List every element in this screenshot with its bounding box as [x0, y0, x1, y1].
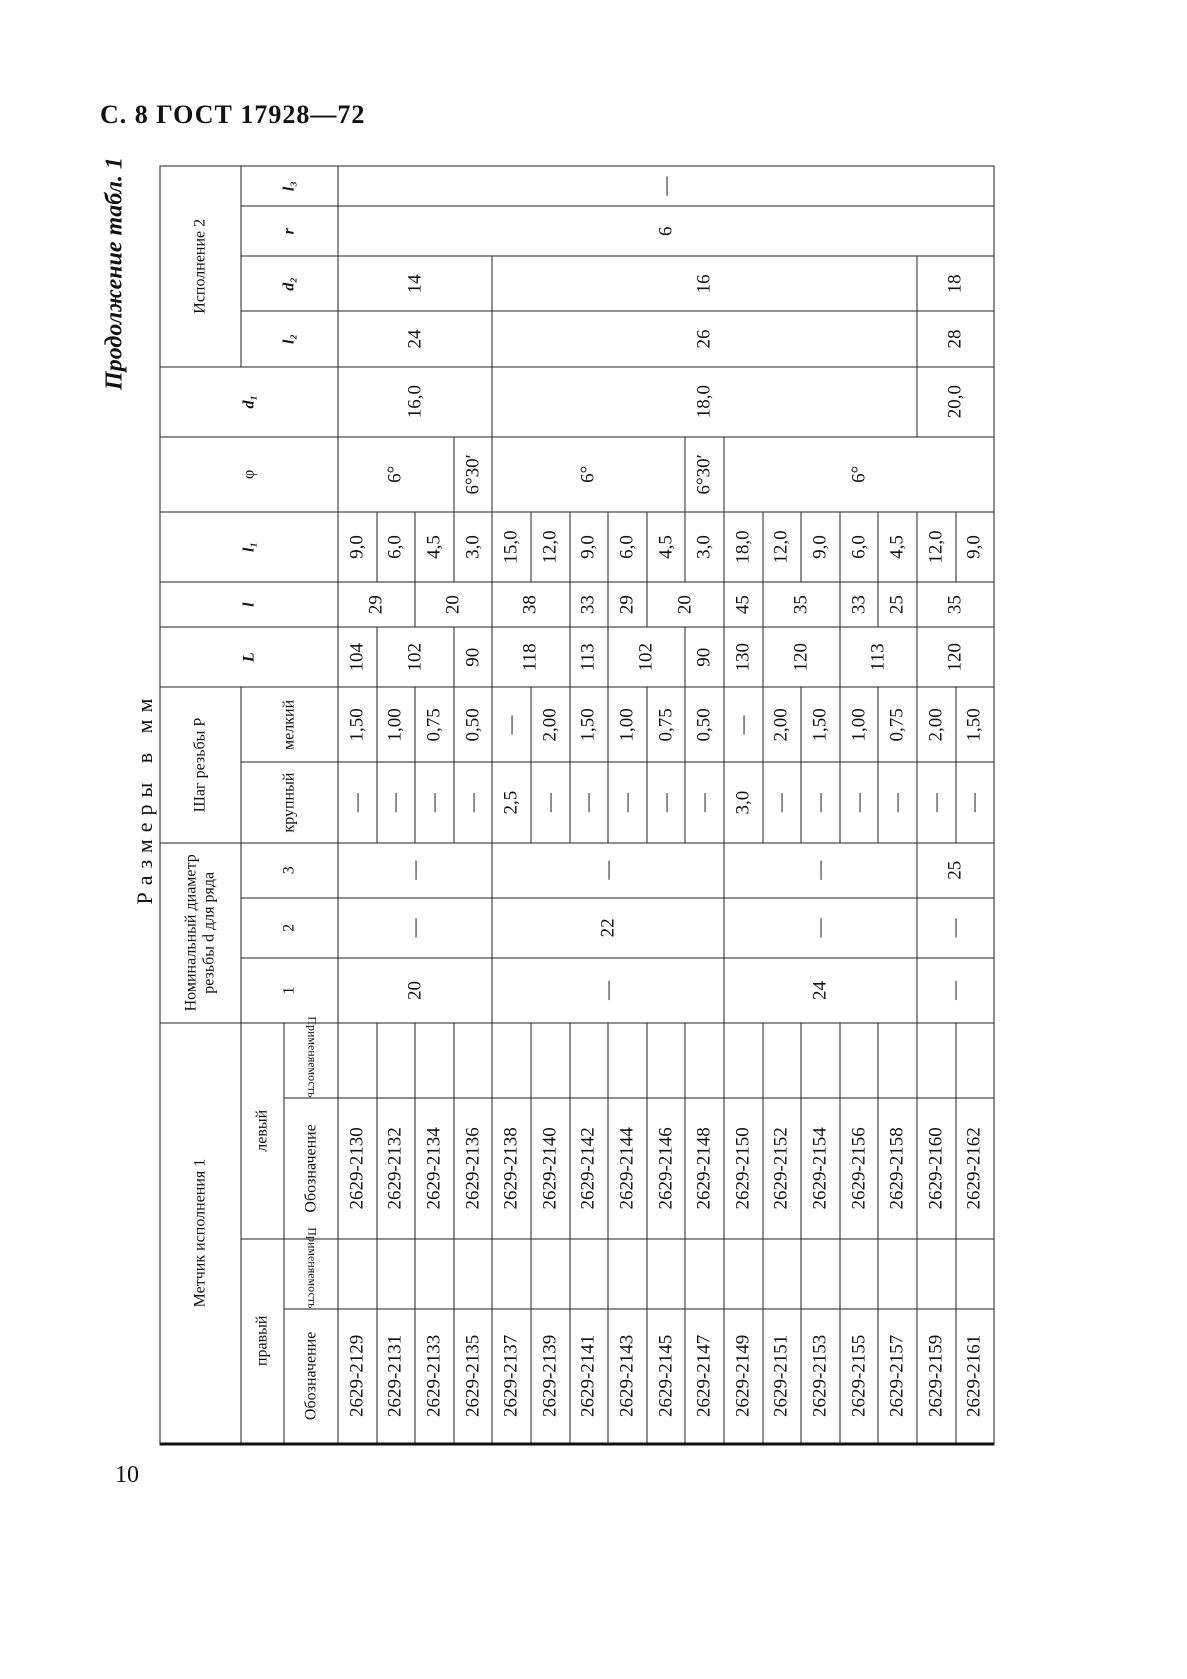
cell-right-designation: 2629-2157 — [878, 1309, 917, 1444]
cell-right-applicability — [724, 1239, 763, 1309]
cell-l2: 26 — [492, 311, 917, 366]
cell-coarse-pitch: — — [415, 762, 454, 842]
cell-right-applicability — [338, 1239, 377, 1309]
cell-l: 38 — [492, 582, 569, 627]
header-right-applicability — [284, 1226, 338, 1309]
cell-fine-pitch: 1,50 — [570, 687, 609, 762]
cell-coarse-pitch: 3,0 — [724, 762, 763, 842]
cell-right-designation: 2629-2147 — [685, 1309, 724, 1444]
cell-coarse-pitch: — — [647, 762, 686, 842]
cell-l: 33 — [840, 582, 879, 627]
cell-fine-pitch: 2,00 — [531, 687, 570, 762]
cell-fine-pitch: 1,50 — [801, 687, 840, 762]
cell-left-designation: 2629-2138 — [492, 1098, 531, 1238]
cell-left-designation: 2629-2148 — [685, 1098, 724, 1238]
cell-left-designation: 2629-2132 — [377, 1098, 416, 1238]
cell-d-row3: 25 — [917, 843, 994, 898]
cell-fine-pitch: 0,50 — [454, 687, 493, 762]
cell-right-applicability — [570, 1239, 609, 1309]
cell-l: 20 — [647, 582, 724, 627]
cell-right-designation: 2629-2149 — [724, 1309, 763, 1444]
cell-d1: 20,0 — [917, 367, 994, 437]
cell-coarse-pitch: — — [570, 762, 609, 842]
cell-right-applicability — [415, 1239, 454, 1309]
cell-left-designation: 2629-2154 — [801, 1098, 840, 1238]
header-l2: l₂ — [241, 311, 338, 366]
cell-left-designation: 2629-2160 — [917, 1098, 956, 1238]
cell-l: 25 — [878, 582, 917, 627]
cell-left-applicability — [492, 1023, 531, 1098]
cell-L: 102 — [377, 627, 454, 687]
cell-d2: 16 — [492, 256, 917, 311]
cell-left-designation: 2629-2134 — [415, 1098, 454, 1238]
cell-fine-pitch: — — [724, 687, 763, 762]
cell-left-designation: 2629-2150 — [724, 1098, 763, 1238]
cell-l1: 6,0 — [840, 512, 879, 582]
cell-l: 45 — [724, 582, 763, 627]
table-body — [338, 166, 994, 1444]
cell-left-designation: 2629-2162 — [956, 1098, 995, 1238]
cell-right-designation: 2629-2137 — [492, 1309, 531, 1444]
cell-right-applicability — [956, 1239, 995, 1309]
cell-right-designation: 2629-2129 — [338, 1309, 377, 1444]
cell-L: 102 — [608, 627, 685, 687]
cell-coarse-pitch: — — [338, 762, 377, 842]
header-row1: 1 — [241, 958, 338, 1023]
cell-l1: 6,0 — [377, 512, 416, 582]
cell-fine-pitch: 0,50 — [685, 687, 724, 762]
cell-left-applicability — [685, 1023, 724, 1098]
cell-l1: 12,0 — [531, 512, 570, 582]
cell-l2: 28 — [917, 311, 994, 366]
cell-l1: 9,0 — [570, 512, 609, 582]
table-row — [338, 166, 377, 1444]
header-row2: 2 — [241, 898, 338, 958]
cell-left-applicability — [801, 1023, 840, 1098]
cell-left-applicability — [377, 1023, 416, 1098]
cell-right-designation: 2629-2131 — [377, 1309, 416, 1444]
cell-fine-pitch: 2,00 — [763, 687, 802, 762]
cell-right-designation: 2629-2153 — [801, 1309, 840, 1444]
cell-l1: 12,0 — [917, 512, 956, 582]
cell-left-designation: 2629-2146 — [647, 1098, 686, 1238]
cell-fine-pitch: 0,75 — [878, 687, 917, 762]
header-l3: l₃ — [241, 166, 338, 206]
cell-left-applicability — [647, 1023, 686, 1098]
cell-d-row1: 24 — [724, 958, 917, 1023]
header-left-designation: Обозначение — [284, 1098, 338, 1238]
table-row — [917, 166, 956, 1444]
cell-right-applicability — [492, 1239, 531, 1309]
cell-fine-pitch: 0,75 — [415, 687, 454, 762]
header-left-applicability-text: Применяемость — [305, 1016, 320, 1098]
header-coarse: крупный — [241, 762, 338, 842]
cell-right-designation: 2629-2159 — [917, 1309, 956, 1444]
cell-right-designation: 2629-2143 — [608, 1309, 647, 1444]
header-nominal-diameter: Номинальный диаметр резьбы d для ряда — [160, 843, 241, 1023]
cell-l: 20 — [415, 582, 492, 627]
cell-right-applicability — [917, 1239, 956, 1309]
cell-coarse-pitch: — — [917, 762, 956, 842]
cell-r: 6 — [338, 206, 994, 256]
cell-l1: 4,5 — [647, 512, 686, 582]
cell-right-applicability — [531, 1239, 570, 1309]
header-right-designation: Обозначение — [284, 1309, 338, 1444]
cell-left-applicability — [724, 1023, 763, 1098]
cell-l1: 3,0 — [454, 512, 493, 582]
cell-fine-pitch: 1,00 — [840, 687, 879, 762]
cell-phi: 6°30′ — [454, 437, 493, 512]
header-type2: Исполнение 2 — [160, 166, 241, 367]
cell-right-applicability — [454, 1239, 493, 1309]
cell-l1: 3,0 — [685, 512, 724, 582]
cell-coarse-pitch: — — [377, 762, 416, 842]
cell-l: 35 — [917, 582, 994, 627]
cell-d2: 18 — [917, 256, 994, 311]
header-phi: φ — [160, 437, 338, 512]
cell-d-row2: — — [917, 898, 994, 958]
cell-l: 35 — [763, 582, 840, 627]
cell-left-designation: 2629-2156 — [840, 1098, 879, 1238]
header-r: r — [241, 206, 338, 256]
cell-left-applicability — [608, 1023, 647, 1098]
dimensions-table-container — [160, 166, 985, 1446]
header-left-applicability — [284, 1016, 338, 1098]
cell-right-applicability — [840, 1239, 879, 1309]
cell-d1: 16,0 — [338, 367, 492, 437]
table-row — [492, 166, 531, 1444]
cell-fine-pitch: 1,00 — [608, 687, 647, 762]
cell-coarse-pitch: — — [801, 762, 840, 842]
cell-l1: 9,0 — [338, 512, 377, 582]
cell-coarse-pitch: — — [878, 762, 917, 842]
cell-left-applicability — [763, 1023, 802, 1098]
cell-l3: — — [338, 166, 994, 206]
cell-d1: 18,0 — [492, 367, 917, 437]
cell-d-row1: — — [917, 958, 994, 1023]
page-number: 10 — [115, 1462, 139, 1488]
cell-l1: 15,0 — [492, 512, 531, 582]
cell-right-designation: 2629-2141 — [570, 1309, 609, 1444]
cell-d-row2: 22 — [492, 898, 724, 958]
cell-left-designation: 2629-2142 — [570, 1098, 609, 1238]
cell-right-designation: 2629-2139 — [531, 1309, 570, 1444]
cell-d-row3: — — [338, 843, 492, 898]
header-d1: d₁ — [160, 367, 338, 437]
cell-right-designation: 2629-2145 — [647, 1309, 686, 1444]
cell-right-designation: 2629-2161 — [956, 1309, 995, 1444]
cell-l1: 4,5 — [878, 512, 917, 582]
units-caption: Размеры в мм — [132, 691, 157, 905]
cell-left-applicability — [415, 1023, 454, 1098]
cell-left-designation: 2629-2136 — [454, 1098, 493, 1238]
cell-right-applicability — [685, 1239, 724, 1309]
cell-right-applicability — [801, 1239, 840, 1309]
cell-L: 90 — [454, 627, 493, 687]
cell-l1: 9,0 — [801, 512, 840, 582]
cell-d-row1: — — [492, 958, 724, 1023]
cell-left-applicability — [878, 1023, 917, 1098]
cell-l2: 24 — [338, 311, 492, 366]
cell-L: 130 — [724, 627, 763, 687]
cell-fine-pitch: 0,75 — [647, 687, 686, 762]
cell-left-applicability — [917, 1023, 956, 1098]
cell-right-applicability — [763, 1239, 802, 1309]
cell-d-row2: — — [724, 898, 917, 958]
cell-coarse-pitch: — — [956, 762, 995, 842]
cell-fine-pitch: 1,50 — [338, 687, 377, 762]
cell-right-applicability — [377, 1239, 416, 1309]
header-fine: мелкий — [241, 687, 338, 762]
cell-d2: 14 — [338, 256, 492, 311]
cell-coarse-pitch: — — [685, 762, 724, 842]
cell-l: 33 — [570, 582, 609, 627]
cell-phi: 6° — [492, 437, 685, 512]
cell-coarse-pitch: — — [454, 762, 493, 842]
cell-l: 29 — [338, 582, 415, 627]
cell-left-designation: 2629-2152 — [763, 1098, 802, 1238]
cell-L: 113 — [840, 627, 917, 687]
cell-l1: 4,5 — [415, 512, 454, 582]
cell-right-applicability — [608, 1239, 647, 1309]
header-left: левый — [241, 1023, 284, 1239]
page-header: С. 8 ГОСТ 17928—72 — [100, 100, 366, 129]
cell-right-designation: 2629-2155 — [840, 1309, 879, 1444]
cell-right-applicability — [647, 1239, 686, 1309]
cell-left-designation: 2629-2158 — [878, 1098, 917, 1238]
header-l: l — [160, 582, 338, 627]
cell-d-row3: — — [492, 843, 724, 898]
cell-right-designation: 2629-2135 — [454, 1309, 493, 1444]
dimensions-table — [160, 166, 995, 1446]
cell-L: 120 — [763, 627, 840, 687]
header-L: L — [160, 627, 338, 687]
cell-coarse-pitch: — — [763, 762, 802, 842]
header-l1: l₁ — [160, 512, 338, 582]
cell-coarse-pitch: 2,5 — [492, 762, 531, 842]
cell-left-applicability — [531, 1023, 570, 1098]
cell-right-applicability — [878, 1239, 917, 1309]
cell-left-designation: 2629-2140 — [531, 1098, 570, 1238]
cell-fine-pitch: — — [492, 687, 531, 762]
cell-coarse-pitch: — — [531, 762, 570, 842]
cell-fine-pitch: 2,00 — [917, 687, 956, 762]
cell-d-row1: 20 — [338, 958, 492, 1023]
cell-left-designation: 2629-2130 — [338, 1098, 377, 1238]
cell-coarse-pitch: — — [608, 762, 647, 842]
header-right: правый — [241, 1239, 284, 1444]
cell-l1: 6,0 — [608, 512, 647, 582]
cell-l: 29 — [608, 582, 647, 627]
cell-right-designation: 2629-2133 — [415, 1309, 454, 1444]
header-d2: d₂ — [241, 256, 338, 311]
cell-phi: 6°30′ — [685, 437, 724, 512]
cell-right-designation: 2629-2151 — [763, 1309, 802, 1444]
table-continuation-caption: Продолжение табл. 1 — [101, 157, 128, 390]
cell-phi: 6° — [338, 437, 454, 512]
cell-phi: 6° — [724, 437, 994, 512]
cell-left-applicability — [840, 1023, 879, 1098]
cell-L: 104 — [338, 627, 377, 687]
cell-left-applicability — [454, 1023, 493, 1098]
cell-d-row3: — — [724, 843, 917, 898]
cell-l1: 18,0 — [724, 512, 763, 582]
cell-left-designation: 2629-2144 — [608, 1098, 647, 1238]
cell-left-applicability — [338, 1023, 377, 1098]
header-tap-type1: Метчик исполнения 1 — [160, 1023, 241, 1444]
cell-L: 118 — [492, 627, 569, 687]
cell-l1: 12,0 — [763, 512, 802, 582]
cell-L: 90 — [685, 627, 724, 687]
cell-coarse-pitch: — — [840, 762, 879, 842]
cell-l1: 9,0 — [956, 512, 995, 582]
header-right-applicability-text: Применяемость — [305, 1226, 320, 1309]
cell-fine-pitch: 1,50 — [956, 687, 995, 762]
cell-L: 113 — [570, 627, 609, 687]
cell-left-applicability — [570, 1023, 609, 1098]
cell-fine-pitch: 1,00 — [377, 687, 416, 762]
header-pitch: Шаг резьбы P — [160, 687, 241, 842]
header-row3: 3 — [241, 843, 338, 898]
cell-left-applicability — [956, 1023, 995, 1098]
cell-d-row2: — — [338, 898, 492, 958]
cell-L: 120 — [917, 627, 994, 687]
